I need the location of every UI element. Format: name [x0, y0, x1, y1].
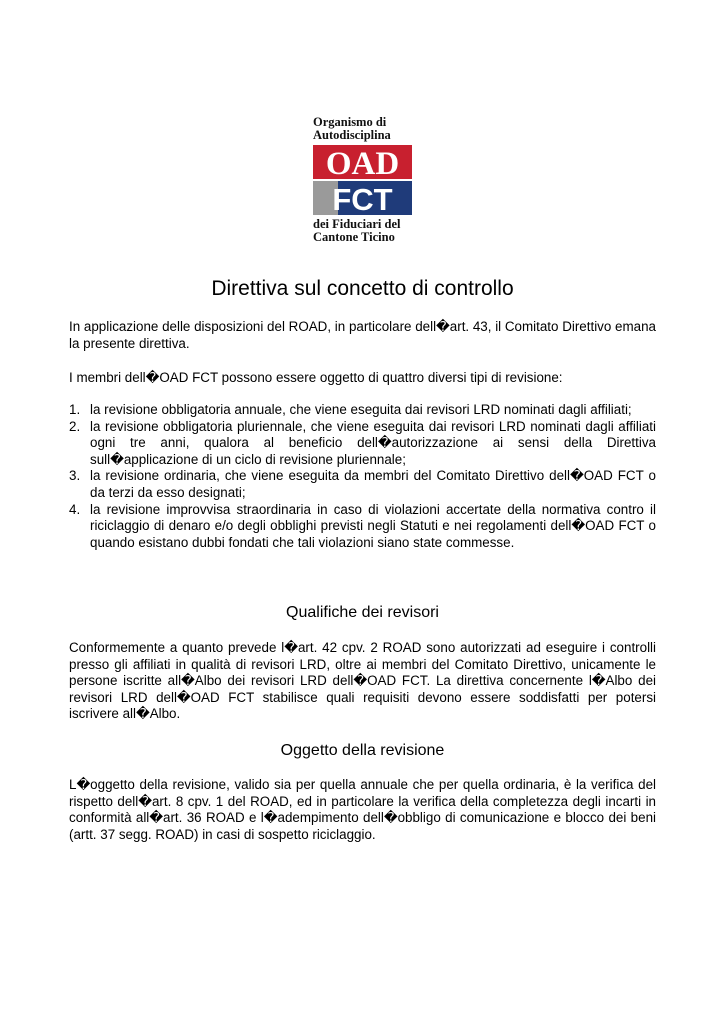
list-item-number: 2.	[69, 418, 81, 434]
logo-mark-icon	[313, 145, 412, 215]
list-item-number: 3.	[69, 468, 81, 484]
section-heading-qualifiche: Qualifiche dei revisori	[286, 604, 439, 621]
intro-paragraph: In applicazione delle disposizioni del ROAD, in particolare dell�art. 43, il Comitato Direttivo emana la presente direttiva.	[69, 319, 656, 351]
document-title: Direttiva sul concetto di controllo	[211, 277, 514, 300]
oggetto-paragraph: L�oggetto della revisione, valido sia per quella annuale che per quella ordinaria, è la verifica del rispetto dell�art. 8 cpv. 1 del ROAD, ed in particolare la verifica della completezza degli incarti in conformità all�art. 36 ROAD e l�adempimento dell�obbligo di comunicazione e blocco dei beni (artt. 37 segg. ROAD) in casi di sospetto riciclaggio.	[69, 777, 656, 842]
list-item-text: la revisione obbligatoria annuale, che viene eseguita dai revisori LRD nominati dagli affiliati;	[90, 402, 632, 417]
qualifiche-paragraph: Conformemente a quanto prevede l�art. 42 cpv. 2 ROAD sono autorizzati ad eseguire i controlli presso gli affiliati in qualità di revisori LRD, oltre ai membri del Comitato Direttivo, unicamente le persone iscritte all�Albo dei revisori LRD dell�OAD FCT. La direttiva concernente l�Albo dei revisori LRD dell�OAD FCT stabilisce quali requisiti devono essere soddisfatti per potersi iscrivere all�Albo.	[69, 640, 656, 722]
members-paragraph: I membri dell�OAD FCT possono essere oggetto di quattro diversi tipi di revisione:	[69, 370, 563, 385]
logo-top-line-2: Autodisciplina	[313, 128, 391, 142]
logo-bottom-line-2: Cantone Ticino	[313, 230, 395, 244]
logo-oad-text: OAD	[325, 146, 400, 182]
list-item	[69, 419, 656, 469]
logo-fct-text: FCT	[332, 182, 393, 215]
list-item-text: la revisione ordinaria, che viene eseguita da membri del Comitato Direttivo dell�OAD FCT o da terzi da esso designati;	[90, 468, 656, 500]
list-item-text: la revisione obbligatoria pluriennale, che viene eseguita dai revisori LRD nominati dagli affiliati ogni tre anni, qualora al beneficio dell�autorizzazione ai sensi della Direttiva sull�applicazione di un ciclo di revisione pluriennale;	[90, 418, 656, 467]
logo-top-line-1: Organismo di	[313, 115, 387, 129]
list-item-number: 4.	[69, 501, 81, 517]
list-item	[69, 468, 656, 501]
list-item-text: la revisione improvvisa straordinaria in caso di violazioni accertate della normativa contro il riciclaggio di denaro e/o degli obblighi previsti negli Statuti e nei regolamenti dell�OAD FCT o quando esistano dubbi fondati che tali violazioni siano state commesse.	[90, 501, 656, 550]
section-heading-oggetto: Oggetto della revisione	[280, 742, 445, 759]
list-item	[69, 402, 656, 419]
revision-types-list	[69, 402, 656, 551]
oad-fct-logo	[313, 116, 413, 244]
list-item-number: 1.	[69, 402, 81, 417]
list-item	[69, 502, 656, 552]
logo-bottom-line-1: dei Fiduciari del	[313, 217, 401, 231]
